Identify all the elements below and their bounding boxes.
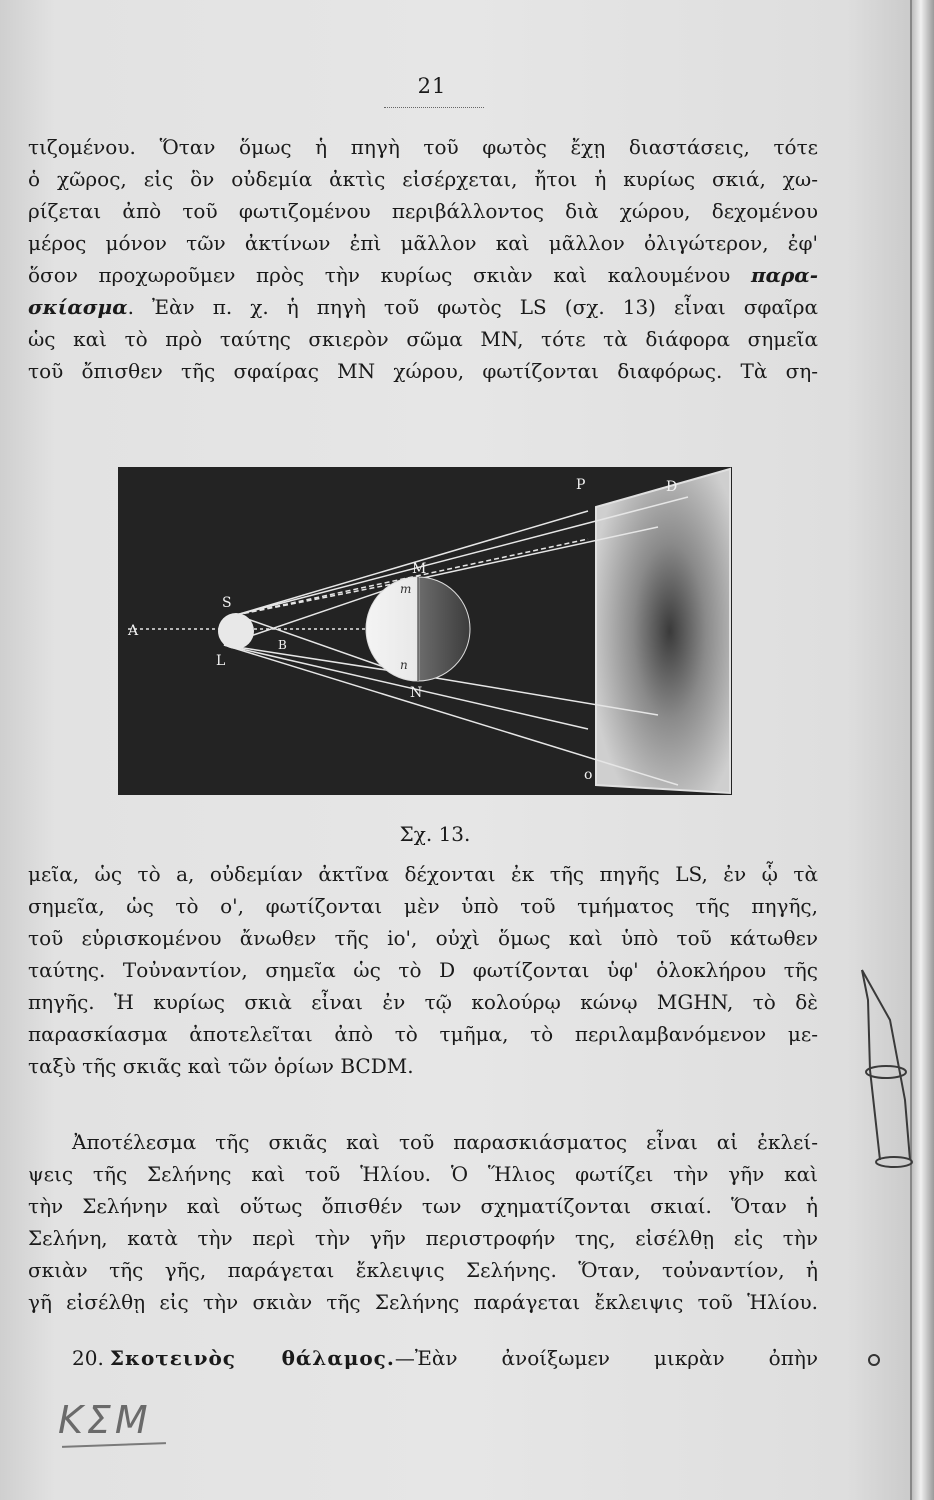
margin-circle-mark <box>864 1350 884 1370</box>
book-spine-edge <box>910 0 934 1500</box>
figure-caption: Σχ. 13. <box>399 822 471 846</box>
section-20-paragraph <box>28 1342 818 1374</box>
handwritten-initials: ΚΣΜ <box>58 1398 152 1442</box>
text-segment: . Ἐὰν π. χ. ἡ πηγὴ τοῦ φωτὸς LS (σχ. 13) εἶναι σφαῖρα <box>127 295 818 319</box>
text-line: μεῖα, ὡς τὸ a, οὐδεμίαν ἀκτῖνα δέχονται ἐκ τῆς πηγῆς LS, ἐν ᾧ τὰ <box>28 862 818 886</box>
label-o: o <box>584 767 593 783</box>
text-line: Ἀποτέλεσμα τῆς σκιᾶς καὶ τοῦ παρασκιάσματος εἶναι αἱ ἐκλεί- <box>72 1130 818 1154</box>
label-p: P <box>576 477 586 493</box>
text-line <box>28 291 818 323</box>
page-number: 21 <box>417 74 447 98</box>
label-s: S <box>222 595 232 611</box>
label-n: N <box>410 685 423 701</box>
text-line: ψεις τῆς Σελήνης καὶ τοῦ Ἡλίου. Ὁ Ἥλιος φωτίζει τὴν γῆν καὶ <box>28 1162 818 1186</box>
text-line: σκιὰν τῆς γῆς, παράγεται ἔκλειψις Σελήνης. Ὅταν, τοὐναντίον, ἡ <box>28 1258 818 1282</box>
text-line <box>28 1342 818 1374</box>
label-m: M <box>412 561 427 577</box>
text-segment: —Ἐὰν ἀνοίξωμεν μικρὰν ὀπὴν <box>394 1346 818 1370</box>
projection-screen <box>596 469 730 793</box>
label-n-small: n <box>400 658 408 672</box>
label-m-small: m <box>400 582 412 596</box>
text-line: ὡς καὶ τὸ πρὸ ταύτης σκιερὸν σῶμα MN, τότε τὰ διάφορα σημεῖα <box>28 327 818 351</box>
text-line <box>28 259 818 291</box>
text-line: ρίζεται ἀπὸ τοῦ φωτιζομένου περιβάλλοντος διὰ χώρου, δεχομένου <box>28 199 818 223</box>
text-line: Σελήνη, κατὰ τὴν περὶ τὴν γῆν περιστροφήν της, εἰσέλθῃ εἰς τὴν <box>28 1226 818 1250</box>
page-number-rule <box>384 107 484 108</box>
shadow-diagram-figure <box>118 467 732 795</box>
margin-cone-sketch <box>850 960 920 1210</box>
text-line: ὁ χῶρος, εἰς ὃν οὐδεμία ἀκτὶς εἰσέρχεται, ἤτοι ἡ κυρίως σκιά, χω- <box>28 167 818 191</box>
section-number: 20. <box>72 1346 104 1370</box>
paragraph-1 <box>28 131 818 387</box>
text-line: παρασκίασμα ἀποτελεῖται ἀπὸ τὸ τμῆμα, τὸ περιλαμβανόμενον με- <box>28 1022 818 1046</box>
label-d: D <box>666 479 678 495</box>
label-l: L <box>216 653 226 669</box>
text-line: τοῦ ὄπισθεν τῆς σφαίρας MN χώρου, φωτίζονται διαφόρως. Τὰ ση- <box>28 359 818 383</box>
text-line: τιζομένου. Ὅταν ὅμως ἡ πηγὴ τοῦ φωτὸς ἔχῃ διαστάσεις, τότε <box>28 135 818 159</box>
text-line: τοῦ εὑρισκομένου ἄνωθεν τῆς io', οὐχὶ ὅμως καὶ ὑπὸ τοῦ κάτωθεν <box>28 926 818 950</box>
text-line: σημεῖα, ὡς τὸ o', φωτίζονται μὲν ὑπὸ τοῦ τμήματος τῆς πηγῆς, <box>28 894 818 918</box>
label-b: B <box>278 638 287 652</box>
emphasized-term: σκίασμα <box>28 295 128 319</box>
paragraph-3 <box>28 1126 818 1318</box>
text-line: ταξὺ τῆς σκιᾶς καὶ τῶν ὁρίων BCDM. <box>28 1054 414 1078</box>
text-line: μέρος μόνον τῶν ἀκτίνων ἐπὶ μᾶλλον καὶ μᾶλλον ὀλιγώτερον, ἐφ' <box>28 231 818 255</box>
section-title: Σκοτεινὸς θάλαμος. <box>109 1346 395 1370</box>
paragraph-2 <box>28 858 818 1082</box>
emphasized-term: παρα- <box>750 263 818 287</box>
text-line: τὴν Σελήνην καὶ οὕτως ὄπισθέν των σχηματίζονται σκιαί. Ὅταν ἡ <box>28 1194 818 1218</box>
shadow-diagram <box>118 467 732 795</box>
light-source-sphere <box>218 613 254 649</box>
text-line: γῆ εἰσέλθῃ εἰς τὴν σκιὰν τῆς Σελήνης παράγεται ἔκλειψις τοῦ Ἡλίου. <box>28 1290 818 1314</box>
text-line: ταύτης. Τοὐναντίον, σημεῖα ὡς τὸ D φωτίζονται ὑφ' ὁλοκλήρου τῆς <box>28 958 818 982</box>
text-line: πηγῆς. Ἡ κυρίως σκιὰ εἶναι ἐν τῷ κολούρῳ κώνῳ MGHN, τὸ δὲ <box>28 990 818 1014</box>
text-segment: ὅσον προχωροῦμεν πρὸς τὴν κυρίως σκιὰν καὶ καλουμένου <box>28 263 731 287</box>
label-a: A <box>128 623 139 639</box>
